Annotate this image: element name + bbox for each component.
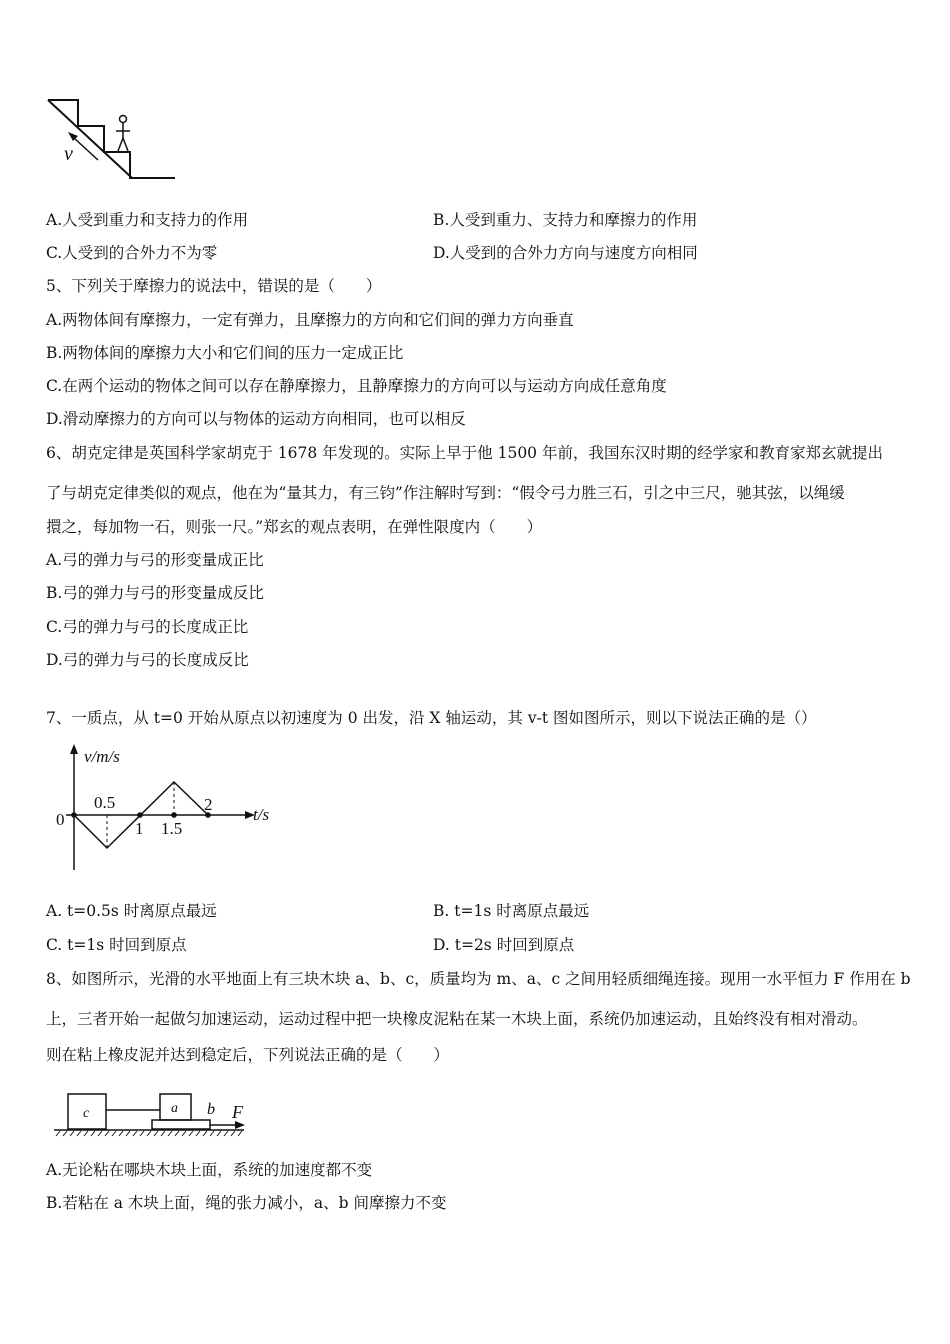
- blocks-figure: [50, 1088, 260, 1144]
- q6-option-c[interactable]: C.弓的弹力与弓的长度成正比: [46, 618, 249, 636]
- q8-option-a[interactable]: A.无论粘在哪块木块上面，系统的加速度都不变: [46, 1161, 373, 1179]
- q4-option-a[interactable]: A.人受到重力和支持力的作用: [46, 211, 249, 229]
- q5-option-d[interactable]: D.滑动摩擦力的方向可以与物体的运动方向相同，也可以相反: [46, 410, 466, 428]
- vt-point-1: [137, 812, 143, 818]
- block-c-label: c: [83, 1106, 90, 1121]
- vt-tick-15: 1.5: [161, 819, 183, 838]
- vt-point-0: [71, 812, 77, 818]
- q6-option-d[interactable]: D.弓的弹力与弓的长度成反比: [46, 651, 249, 669]
- vt-y-axis-label: v/m/s: [84, 747, 120, 766]
- escalator-figure: [40, 94, 185, 186]
- block-b: [152, 1120, 210, 1129]
- q7-stem: 7、一质点，从 t=0 开始从原点以初速度为 0 出发，沿 X 轴运动，其 v-t 图如图所示，则以下说法正确的是（）: [46, 709, 817, 727]
- block-a-label: a: [171, 1101, 178, 1116]
- block-b-label: b: [207, 1101, 215, 1118]
- vt-graph: [50, 742, 280, 877]
- q8-option-b[interactable]: B.若粘在 a 木块上面，绳的张力减小，a、b 间摩擦力不变: [46, 1194, 447, 1212]
- velocity-label: v: [64, 143, 73, 165]
- vt-x-axis-label: t/s: [253, 805, 270, 824]
- q6-stem-line-1: 6、胡克定律是英国科学家胡克于 1678 年发现的。实际上早于他 1500 年前，我国东汉时期的经学家和教育家郑玄就提出: [46, 444, 883, 462]
- q5-option-b[interactable]: B.两物体间的摩擦力大小和它们间的压力一定成正比: [46, 344, 404, 362]
- q4-option-c[interactable]: C.人受到的合外力不为零: [46, 244, 218, 262]
- q7-option-a[interactable]: A. t=0.5s 时离原点最远: [46, 902, 217, 920]
- q6-option-a[interactable]: A.弓的弹力与弓的形变量成正比: [46, 551, 264, 569]
- q4-option-b[interactable]: B.人受到重力、支持力和摩擦力的作用: [433, 211, 698, 229]
- q7-option-c[interactable]: C. t=1s 时回到原点: [46, 936, 187, 954]
- q5-option-a[interactable]: A.两物体间有摩擦力，一定有弹力，且摩擦力的方向和它们间的弹力方向垂直: [46, 311, 574, 329]
- q7-option-d[interactable]: D. t=2s 时回到原点: [433, 936, 575, 954]
- q8-stem-line-3: 则在粘上橡皮泥并达到稳定后，下列说法正确的是（ ）: [46, 1046, 450, 1064]
- q5-option-c[interactable]: C.在两个运动的物体之间可以存在静摩擦力，且静摩擦力的方向可以与运动方向成任意角度: [46, 377, 667, 395]
- q7-option-b[interactable]: B. t=1s 时离原点最远: [433, 902, 590, 920]
- force-label: F: [232, 1102, 243, 1122]
- vt-tick-05: 0.5: [94, 793, 116, 812]
- vt-tick-1: 1: [135, 819, 144, 838]
- q6-option-b[interactable]: B.弓的弹力与弓的形变量成反比: [46, 584, 264, 602]
- q5-stem: 5、下列关于摩擦力的说法中，错误的是（ ）: [46, 277, 382, 295]
- vt-point-15: [171, 812, 177, 818]
- q8-stem-line-1: 8、如图所示，光滑的水平地面上有三块木块 a、b、c，质量均为 m、a、c 之间用轻质细绳连接。现用一水平恒力 F 作用在 b: [46, 970, 911, 988]
- vt-tick-2: 2: [204, 795, 213, 814]
- q6-stem-line-2: 了与胡克定律类似的观点，他在为“量其力，有三钧”作注解时写到：“假令弓力胜三石，引之中三尺，驰其弦，以绳缓: [46, 484, 845, 502]
- q6-stem-line-3: 擐之，每加物一石，则张一尺。”郑玄的观点表明，在弹性限度内（ ）: [46, 518, 543, 536]
- q8-stem-line-2: 上，三者开始一起做匀加速运动，运动过程中把一块橡皮泥粘在某一木块上面，系统仍加速运动，且始终没有相对滑动。: [46, 1010, 868, 1028]
- ground-hatch: [56, 1131, 242, 1136]
- vt-origin-label: 0: [56, 810, 65, 829]
- q4-option-d[interactable]: D.人受到的合外力方向与速度方向相同: [433, 244, 698, 262]
